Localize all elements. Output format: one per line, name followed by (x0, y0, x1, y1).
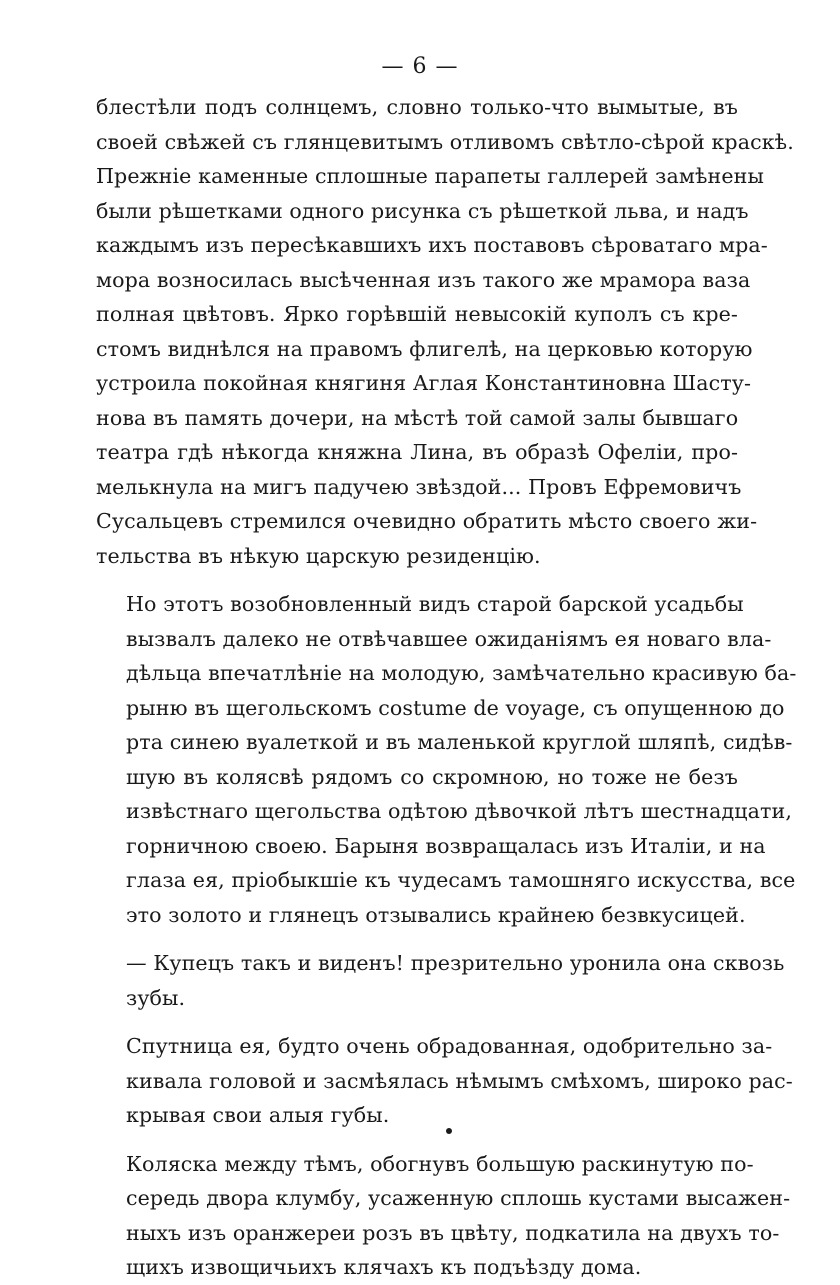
text-line: своей свѣжей съ глянцевитымъ отливомъ свѣтло-сѣрой краскѣ. (96, 129, 794, 154)
text-line: это золото и глянецъ отзывались крайнею безвкусицей. (126, 902, 746, 927)
text-line: мора возносилась высѣченная изъ такого же мрамора ваза (96, 267, 751, 292)
text-line: — Купецъ такъ и виденъ! презрительно уронила она сквозь (126, 951, 785, 975)
text-line: Коляска между тѣмъ, обогнувъ большую раскинутую по- (126, 1151, 754, 1176)
paragraph (96, 587, 797, 932)
text-line: Сусальцевъ стремился очевидно обратить мѣсто своего жи- (96, 509, 758, 533)
text-line: мелькнула на мигъ падучею звѣздой... Провъ Ефремовичъ (96, 474, 742, 499)
text-line: середь двора клумбу, усаженную сплошь кустами высажен- (126, 1186, 791, 1210)
text-line: ныхъ изъ оранжереи розъ въ цвѣту, подкатила на двухъ то- (126, 1220, 780, 1245)
text-line: рыню въ щегольскомъ costume de voyage, съ опущенною до (126, 695, 785, 720)
text-line: тельства въ нѣкую царскую резиденцію. (96, 543, 541, 568)
text-line: нова въ память дочери, на мѣстѣ той самой залы бывшаго (96, 405, 739, 430)
page-number: — 6 — (381, 54, 459, 79)
text-line: глаза ея, пріобыкшіе къ чудесамъ тамошняго искусства, все (126, 868, 796, 892)
text-line: Прежніе каменные сплошные парапеты галлерей замѣнены (96, 164, 764, 188)
text-line: крывая свои алыя губы. (126, 1103, 390, 1127)
text-line: горничною своею. Барыня возвращалась изъ Италіи, и на (126, 833, 766, 858)
paragraph (96, 1147, 791, 1285)
paragraph (96, 1029, 793, 1133)
paragraph (96, 90, 794, 573)
text-line: щихъ извощичьихъ клячахъ къ подъѣзду дома. (126, 1255, 642, 1279)
text-line: устроила покойная княгиня Аглая Константиновна Шасту- (96, 371, 752, 395)
text-line: зубы. (126, 985, 186, 1010)
text-line: полная цвѣтовъ. Ярко горѣвшій невысокій куполъ съ кре- (96, 302, 738, 326)
paragraph (96, 946, 785, 1015)
text-line: театра гдѣ нѣкогда княжна Лина, въ образѣ Офеліи, про- (96, 440, 738, 464)
text-line: вызвалъ далеко не отвѣчавшее ожиданіямъ ея новаго вла- (126, 626, 772, 651)
text-line: кивала головой и засмѣялась нѣмымъ смѣхомъ, широко рас- (126, 1068, 793, 1093)
text-line: шую въ колясвѣ рядомъ со скромною, но тоже не безъ (126, 764, 738, 789)
text-line: были рѣшетками одного рисунка съ рѣшеткой льва, и надъ (96, 198, 749, 223)
text-line: рта синею вуалеткой и въ маленькой круглой шляпѣ, сидѣв- (126, 730, 793, 754)
text-line: извѣстнаго щегольства одѣтою дѣвочкой лѣтъ шестнадцати, (126, 799, 792, 823)
text-line: Спутница ея, будто очень обрадованная, одобрительно за- (126, 1034, 773, 1058)
text-line: Но этотъ возобновленный видъ старой барской усадьбы (126, 592, 744, 616)
text-line: дѣльца впечатлѣніе на молодую, замѣчательно красивую ба- (126, 661, 797, 685)
text-line: каждымъ изъ пересѣкавшихъ ихъ поставовъ сѣроватаго мра- (96, 233, 768, 257)
end-mark (446, 1128, 452, 1134)
text-line: стомъ виднѣлся на правомъ флигелѣ, на церковью которую (96, 336, 753, 361)
text-line: блестѣли подъ солнцемъ, словно только-что вымытые, въ (96, 95, 738, 119)
body-text (96, 90, 797, 1285)
